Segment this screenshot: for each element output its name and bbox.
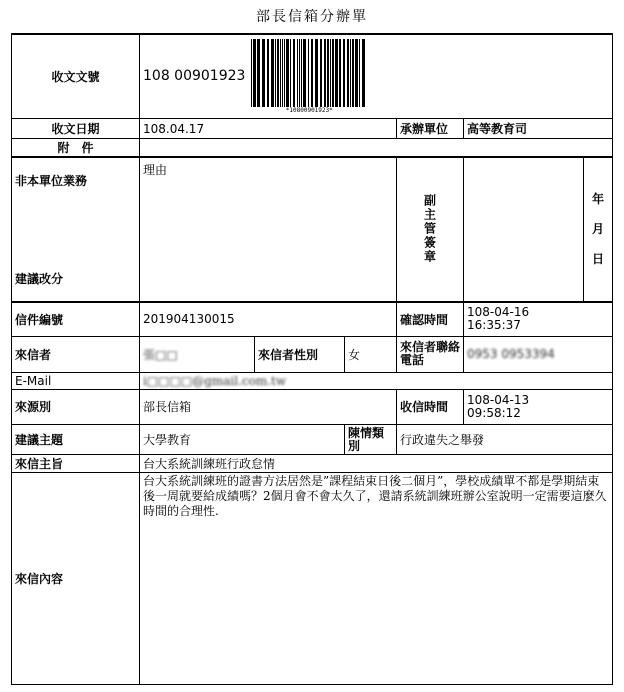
sender-gender-label: 來信者性別: [255, 337, 345, 372]
department-label: 承辦單位: [397, 119, 464, 139]
email-value: i□□□□@gmail.com.tw: [140, 372, 613, 389]
subject-value: 台大系統訓練班行政怠情: [140, 455, 613, 473]
sender-label: 來信者: [12, 337, 140, 372]
content-row: [12, 473, 613, 685]
routing-label-cell: [12, 157, 140, 301]
received-time-value: [464, 389, 613, 424]
source-value: 部長信箱: [140, 389, 397, 424]
category-value: 行政違失之舉發: [397, 424, 613, 454]
attachment-label: 附 件: [12, 139, 140, 158]
content-value: 台大系統訓練班的證書方法居然是”課程結束日後二個月”，學校成績單不都是學期結束後一周就要給成績嗎？2個月會不會太久了，還請系統訓練班辦公室說明一定需要這麼久時間的合理性.: [140, 473, 613, 685]
sender-row: [12, 337, 613, 372]
sender-gender-value: 女: [345, 337, 397, 372]
received-time-date: 108-04-13: [467, 392, 530, 407]
doc-number-cell: [140, 34, 613, 119]
email-row: [12, 372, 613, 389]
letter-id-row: [12, 302, 613, 337]
reason-cell: [140, 157, 397, 301]
doc-number-row: [12, 34, 613, 119]
department-value: 高等教育司: [464, 119, 613, 139]
received-date-value: 108.04.17: [140, 119, 397, 139]
deputy-sign-label: 副主管簽章: [422, 194, 437, 265]
source-label: 來源別: [12, 389, 140, 424]
doc-number-label: 收文文號: [12, 34, 140, 119]
letter-id-value: 201904130015: [140, 302, 397, 337]
letter-id-label: 信件編號: [12, 302, 140, 337]
not-our-business-label: 非本單位業務: [15, 174, 88, 189]
barcode: [249, 39, 369, 114]
subject-label: 來信主旨: [12, 455, 140, 473]
topic-row: [12, 424, 613, 454]
content-label: 來信內容: [12, 473, 140, 685]
confirm-time-clock: 16:35:37: [467, 318, 521, 333]
confirm-time-value: [464, 302, 613, 337]
deputy-sign-area: [464, 157, 584, 301]
routing-form-table: [11, 33, 613, 685]
confirm-time-date: 108-04-16: [467, 305, 530, 320]
attachment-value: [140, 139, 613, 158]
month-label: 月: [592, 222, 605, 237]
source-row: [12, 389, 613, 424]
doc-number-value: 108 00901923: [143, 68, 246, 85]
attachment-row: [12, 139, 613, 158]
subject-row: [12, 455, 613, 473]
confirm-time-label: 確認時間: [397, 302, 464, 337]
date-row: [12, 119, 613, 139]
sender-phone-value: 0953 0953394: [464, 337, 613, 372]
received-time-label: 收信時間: [397, 389, 464, 424]
received-time-clock: 09:58:12: [467, 405, 521, 420]
reason-label: 理由: [143, 163, 168, 178]
deputy-sign-label-cell: [397, 157, 464, 301]
topic-value: 大學教育: [140, 424, 345, 454]
received-date-label: 收文日期: [12, 119, 140, 139]
topic-label: 建議主題: [12, 424, 140, 454]
category-label: 陳情類別: [345, 424, 397, 454]
suggest-reassign-label: 建議改分: [15, 271, 64, 286]
document-title: 部長信箱分辦單: [256, 9, 368, 25]
routing-row: [12, 157, 613, 301]
sign-date-cell: [584, 157, 613, 301]
day-label: 日: [592, 252, 605, 267]
sender-value: 張□□: [140, 337, 255, 372]
year-label: 年: [592, 192, 605, 207]
email-label: E-Mail: [12, 372, 140, 389]
barcode-text: *10800901923*: [285, 107, 333, 115]
sender-phone-label: 來信者聯絡電話: [397, 337, 464, 372]
barcode-icon: [249, 39, 369, 107]
